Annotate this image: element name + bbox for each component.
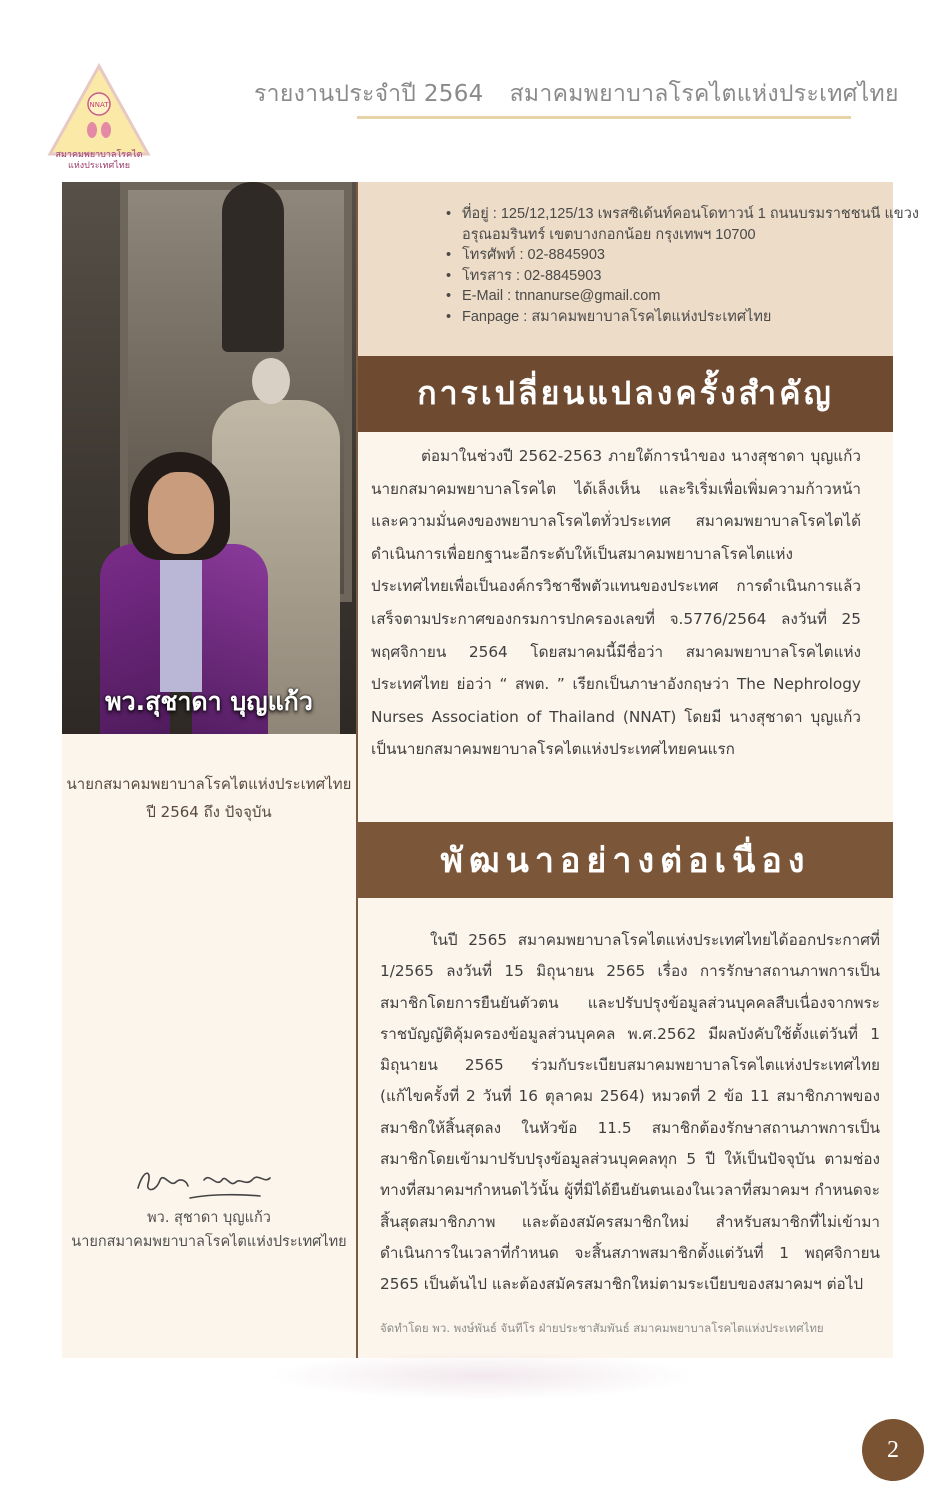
header-title [254,76,899,112]
president-shirt [160,542,202,692]
logo-name-line1: สมาคมพยาบาลโรคไต [55,150,143,160]
logo-name-line2: แห่งประเทศไทย [68,161,130,171]
contact-box [358,182,919,356]
contact-fanpage: • Fanpage : สมาคมพยาบาลโรคไตแห่งประเทศไทย [446,307,926,328]
president-photo [62,182,356,734]
logo-badge: NNAT [89,101,109,109]
photo-caption: พว.สุชาดา บุญแก้ว [105,687,313,716]
signature-icon [130,1158,290,1206]
president-face [148,472,214,554]
header-org-name: สมาคมพยาบาลโรคไตแห่งประเทศไทย [509,81,899,107]
signatory-block [62,1206,356,1254]
signatory-name: พว. สุชาดา บุญแก้ว [147,1210,271,1226]
contact-email: • E-Mail : tnnanurse@gmail.com [446,286,926,307]
president-role [62,770,356,826]
portrait-figure [222,182,284,352]
president-role-line1: นายกสมาคมพยาบาลโรคไตแห่งประเทศไทย [66,775,352,793]
contact-address: • ที่อยู่ : 125/12,125/13 เพรสซิเด้นท์คอนโดทาวน์ 1 ถนนบรมราชชนนี แขวงอรุณอมรินทร์ เขตบางกอกน้อย กรุงเทพฯ 10700 [446,204,926,245]
handwritten-signature [130,1158,290,1206]
logo-name [44,150,154,172]
contact-fax: • โทรสาร : 02-8845903 [446,266,926,287]
decorative-shadow [268,1352,698,1400]
section2-heading: พัฒนาอย่างต่อเนื่อง [358,822,893,898]
section1-heading: การเปลี่ยนแปลงครั้งสำคัญ [358,356,893,432]
section2-body: ในปี 2565 สมาคมพยาบาลโรคไตแห่งประเทศไทยได้ออกประกาศที่ 1/2565 ลงวันที่ 15 มิถุนายน 2565 เรื่อง การรักษาสถานภาพการเป็นสมาชิกโดยการยืนยันตัวตน และปรับปรุงข้อมูลส่วนบุคคลสืบเนื่องจากพระราชบัญญัติคุ้มครองข้อมูลส่วนบุคคล พ.ศ.2562 มีผลบังคับใช้ตั้งแต่วันที่ 1 มิถุนายน 2565 ร่วมกับระเบียบสมาคมพยาบาลโรคไตแห่งประเทศไทย (แก้ไขครั้งที่ 2 วันที่ 16 ตุลาคม 2564) หมวดที่ 2 ข้อ 11 สมาชิกภาพของสมาชิกให้สิ้นสุดลง ในหัวข้อ 11.5 สมาชิกต้องรักษาสถานภาพการเป็นสมาชิกโดยเข้ามาปรับปรุงข้อมูลส่วนบุคคลทุก 5 ปี ให้เป็นปัจจุบัน ตามช่องทางที่สมาคมฯกำหนดไว้นั้น ผู้ที่มิได้ยืนยันตนเองในเวลาที่สมาคมฯ กำหนดจะสิ้นสุดสมาชิกภาพ และต้องสมัครสมาชิกใหม่ สำหรับสมาชิกที่ไม่เข้ามาดำเนินการในเวลาที่กำหนด จะสิ้นสภาพสมาชิกตั้งแต่วันที่ 1 พฤศจิกายน 2565 เป็นต้นไป และต้องสมัครสมาชิกใหม่ตามระเบียบของสมาคมฯ ต่อไป [380,931,880,1294]
president-role-line2: ปี 2564 ถึง ปัจจุบัน [146,803,272,821]
credit-line: จัดทำโดย พว. พงษ์พันธ์ จันทีโร ฝ่ายประชาสัมพันธ์ สมาคมพยาบาลโรคไตแห่งประเทศไทย [380,1321,824,1335]
portrait-figure-head [252,358,290,404]
section1-body: ต่อมาในช่วงปี 2562-2563 ภายใต้การนำของ นางสุชาดา บุญแก้ว นายกสมาคมพยาบาลโรคไต ได้เล็งเห็น และริเริ่มเพื่อเพิ่มความก้าวหน้า และความมั่นคงของพยาบาลโรคไตทั่วประเทศ สมาคมพยาบาลโรคไตได้ดำเนินการเพื่อยกฐานะอีกระดับให้เป็นสมาคมพยาบาลโรคไตแห่งประเทศไทยเพื่อเป็นองค์กรวิชาชีพตัวแทนของประเทศ การดำเนินการแล้วเสร็จตามประกาศของกรมการปกครองเลขที่ จ.5776/2564 ลงวันที่ 25 พฤศจิกายน 2564 โดยสมาคมนี้มีชื่อว่า สมาคมพยาบาลโรคไตแห่งประเทศไทย ย่อว่า “ สพต. ” เรียกเป็นภาษาอังกฤษว่า The Nephrology Nurses Association of Thailand (NNAT) โดยมี นางสุชาดา บุญแก้ว เป็นนายกสมาคมพยาบาลโรคไตแห่งประเทศไทยคนแรก [371,447,861,759]
contact-phone: • โทรศัพท์ : 02-8845903 [446,245,926,266]
page-number: 2 [862,1419,924,1481]
header-rule [357,116,851,119]
signatory-role: นายกสมาคมพยาบาลโรคไตแห่งประเทศไทย [71,1234,347,1250]
report-title: รายงานประจำปี 2564 [254,81,484,107]
contact-list [358,204,926,327]
